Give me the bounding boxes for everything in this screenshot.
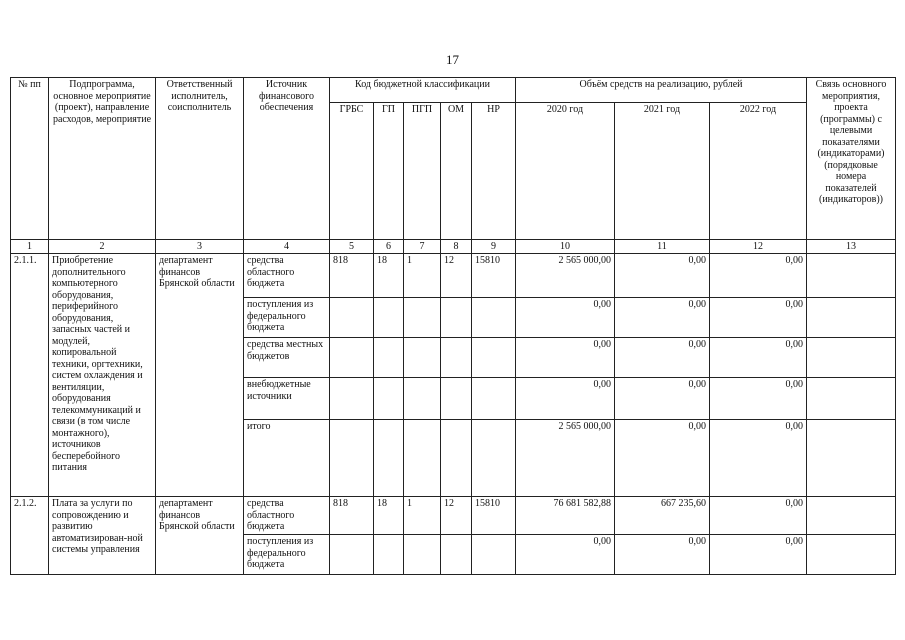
col-number: 3 (156, 240, 244, 254)
pgp-cell: 1 (404, 254, 441, 298)
header-gp: ГП (374, 103, 404, 240)
link-cell (807, 378, 896, 420)
amount-2022: 0,00 (710, 298, 807, 338)
header-om: ОМ (441, 103, 472, 240)
source-cell: средства областного бюджета (244, 254, 330, 298)
pgp-cell: 1 (404, 497, 441, 535)
amount-2021: 0,00 (615, 535, 710, 575)
om-cell (441, 378, 472, 420)
om-cell (441, 535, 472, 575)
grbs-cell: 818 (330, 254, 374, 298)
source-cell: итого (244, 420, 330, 497)
source-cell: средства областного бюджета (244, 497, 330, 535)
source-cell: поступления из федерального бюджета (244, 298, 330, 338)
source-cell: внебюджетные источники (244, 378, 330, 420)
col-number: 7 (404, 240, 441, 254)
np-cell (472, 535, 516, 575)
amount-2022: 0,00 (710, 338, 807, 378)
item-number: 2.1.2. (11, 497, 49, 575)
amount-2020: 0,00 (516, 298, 615, 338)
amount-2021: 0,00 (615, 420, 710, 497)
np-cell (472, 298, 516, 338)
gp-cell (374, 298, 404, 338)
link-cell (807, 420, 896, 497)
col-number: 12 (710, 240, 807, 254)
col-number: 4 (244, 240, 330, 254)
col-number: 5 (330, 240, 374, 254)
item-name: Приобретение дополнительного компьютерного оборудования, периферийного оборудования, запасных частей и модулей, копировальной техники, оргтехники, систем охлаждения и вентиляции, оборудования телекоммуникаций и связи (в том числе монтажного), источников бесперебойного питания (49, 254, 156, 497)
om-cell: 12 (441, 254, 472, 298)
link-cell (807, 298, 896, 338)
np-cell: 15810 (472, 497, 516, 535)
col-number: 2 (49, 240, 156, 254)
budget-table (10, 77, 896, 575)
grbs-cell (330, 298, 374, 338)
header-2021: 2021 год (615, 103, 710, 240)
header-2022: 2022 год (710, 103, 807, 240)
col-number: 13 (807, 240, 896, 254)
link-cell (807, 535, 896, 575)
gp-cell (374, 378, 404, 420)
header-source: Источник финансового обеспечения (244, 78, 330, 240)
amount-2020: 76 681 582,88 (516, 497, 615, 535)
header-num: № пп (11, 78, 49, 240)
item-number: 2.1.1. (11, 254, 49, 497)
om-cell (441, 338, 472, 378)
item-responsible: департамент финансов Брянской области (156, 497, 244, 575)
gp-cell: 18 (374, 254, 404, 298)
table-row (11, 497, 896, 535)
gp-cell (374, 535, 404, 575)
col-number: 1 (11, 240, 49, 254)
header-grbs: ГРБС (330, 103, 374, 240)
col-number: 10 (516, 240, 615, 254)
om-cell (441, 420, 472, 497)
amount-2021: 667 235,60 (615, 497, 710, 535)
amount-2021: 0,00 (615, 254, 710, 298)
grbs-cell (330, 420, 374, 497)
np-cell (472, 420, 516, 497)
pgp-cell (404, 420, 441, 497)
page-number: 17 (446, 52, 459, 67)
gp-cell (374, 420, 404, 497)
header-responsible: Ответственный исполнитель, соисполнитель (156, 78, 244, 240)
pgp-cell (404, 535, 441, 575)
amount-2022: 0,00 (710, 535, 807, 575)
amount-2021: 0,00 (615, 378, 710, 420)
amount-2022: 0,00 (710, 497, 807, 535)
source-cell: средства местных бюджетов (244, 338, 330, 378)
grbs-cell: 818 (330, 497, 374, 535)
col-number: 6 (374, 240, 404, 254)
amount-2020: 2 565 000,00 (516, 254, 615, 298)
header-volume: Объём средств на реализацию, рублей (516, 78, 807, 103)
amount-2020: 0,00 (516, 535, 615, 575)
gp-cell: 18 (374, 497, 404, 535)
pgp-cell (404, 338, 441, 378)
link-cell (807, 254, 896, 298)
gp-cell (374, 338, 404, 378)
header-np: НР (472, 103, 516, 240)
col-number: 9 (472, 240, 516, 254)
table-row (11, 254, 896, 298)
header-budget-code: Код бюджетной классификации (330, 78, 516, 103)
grbs-cell (330, 378, 374, 420)
amount-2022: 0,00 (710, 420, 807, 497)
amount-2021: 0,00 (615, 338, 710, 378)
amount-2020: 0,00 (516, 338, 615, 378)
header-link: Связь основного мероприятия, проекта (программы) с целевыми показателями (индикаторами) (порядковые номера показателей (индикаторов)) (807, 78, 896, 240)
header-pgp: ПГП (404, 103, 441, 240)
np-cell (472, 338, 516, 378)
om-cell: 12 (441, 497, 472, 535)
amount-2021: 0,00 (615, 298, 710, 338)
header-subprogram: Подпрограмма, основное мероприятие (проект), направление расходов, мероприятие (49, 78, 156, 240)
amount-2022: 0,00 (710, 254, 807, 298)
column-numbers-row (11, 240, 896, 254)
pgp-cell (404, 298, 441, 338)
item-name: Плата за услуги по сопровождению и развитию автоматизирован-ной системы управления (49, 497, 156, 575)
link-cell (807, 497, 896, 535)
om-cell (441, 298, 472, 338)
col-number: 8 (441, 240, 472, 254)
link-cell (807, 338, 896, 378)
col-number: 11 (615, 240, 710, 254)
np-cell: 15810 (472, 254, 516, 298)
header-2020: 2020 год (516, 103, 615, 240)
np-cell (472, 378, 516, 420)
amount-2020: 0,00 (516, 378, 615, 420)
grbs-cell (330, 338, 374, 378)
amount-2022: 0,00 (710, 378, 807, 420)
pgp-cell (404, 378, 441, 420)
grbs-cell (330, 535, 374, 575)
source-cell: поступления из федерального бюджета (244, 535, 330, 575)
item-responsible: департамент финансов Брянской области (156, 254, 244, 497)
amount-2020: 2 565 000,00 (516, 420, 615, 497)
